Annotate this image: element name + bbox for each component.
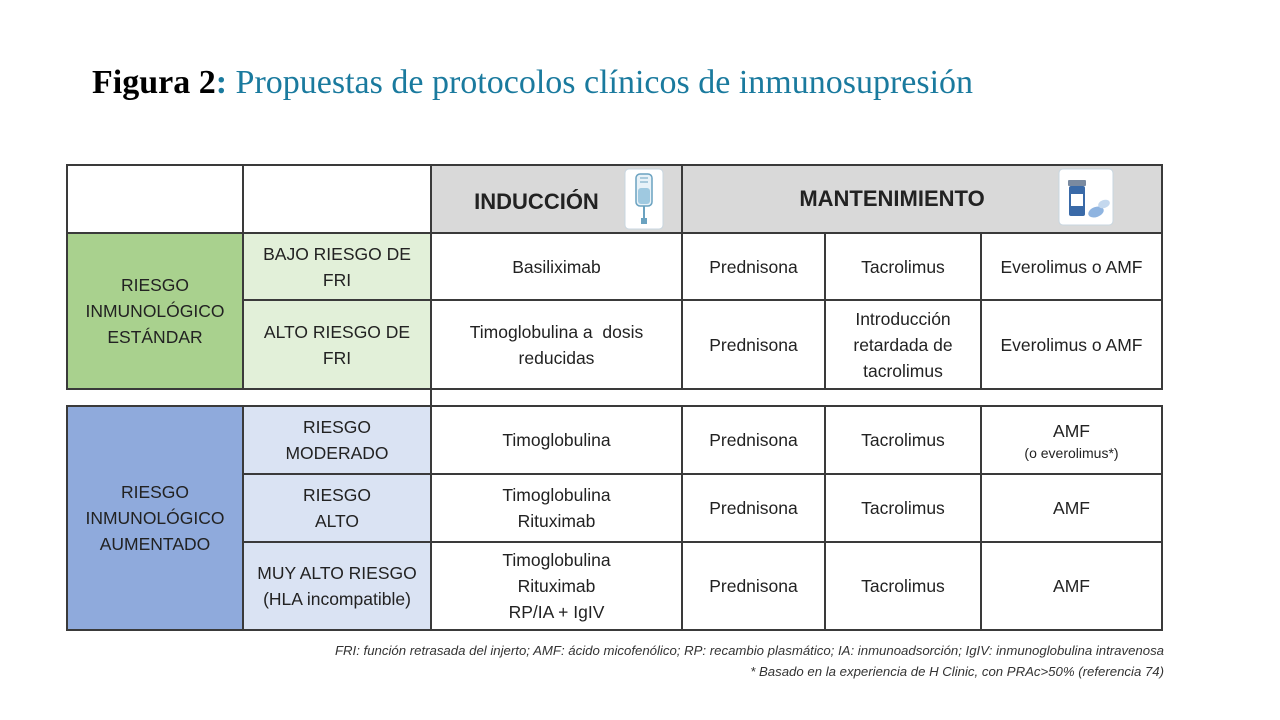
row1-risk-line2: FRI (322, 269, 352, 290)
row3-m3-line1: AMF (1053, 421, 1090, 441)
iv-bag-icon (624, 168, 664, 230)
row1-risk-line1: BAJO RIESGO DE (263, 243, 411, 264)
row3-m1 (681, 405, 826, 475)
row2-m3-line1: Everolimus o AMF (1000, 334, 1143, 355)
row2-risk-line1: ALTO RIESGO DE (263, 321, 411, 342)
row4-induction (430, 473, 683, 543)
row2-m1-line1: Prednisona (709, 334, 798, 355)
row5-m1 (681, 541, 826, 631)
figure-label: Figura 2 (92, 64, 216, 101)
row3-induction (430, 405, 683, 475)
row4-m3 (980, 473, 1163, 543)
row2-m2-line1: Introducción (855, 308, 951, 329)
row5-induction-line1: Timoglobulina (502, 550, 611, 570)
row3-m1-line1: Prednisona (709, 430, 798, 450)
row3-m3-note: (o everolimus*) (1024, 445, 1119, 461)
row4-risk-line2: ALTO (314, 511, 360, 531)
group-increased-line2: INMUNOLÓGICO (85, 508, 225, 528)
row4-risk (242, 473, 432, 543)
row4-m1-line1: Prednisona (709, 498, 798, 518)
group-increased-line3: AUMENTADO (99, 534, 211, 554)
row3-m3 (980, 405, 1163, 475)
row1-m2 (824, 232, 982, 301)
row1-induction (430, 232, 683, 301)
row3-m2-line1: Tacrolimus (861, 430, 945, 450)
row1-m3 (980, 232, 1163, 301)
row2-m2 (824, 299, 982, 390)
group-standard (66, 232, 244, 390)
row3-induction-line1: Timoglobulina (502, 430, 611, 450)
row2-m1 (681, 299, 826, 390)
row4-m2-line1: Tacrolimus (861, 498, 945, 518)
header-empty-1 (66, 164, 244, 234)
row2-m2-line2: retardada de (853, 334, 953, 355)
row5-risk-line1: MUY ALTO RIESGO (257, 563, 417, 583)
header-maintenance-label: MANTENIMIENTO (799, 186, 985, 211)
group-standard-line3: ESTÁNDAR (107, 327, 203, 347)
row5-induction-line3: RP/IA + IgIV (508, 602, 605, 622)
row5-m2 (824, 541, 982, 631)
row4-induction-line2: Rituximab (517, 511, 596, 531)
figure-colon: : (215, 64, 228, 101)
row3-risk (242, 405, 432, 475)
row1-induction-line1: Basiliximab (512, 256, 601, 277)
row2-risk (242, 299, 432, 390)
pill-bottle-icon (1058, 168, 1114, 226)
figure-caption: Propuestas de protocolos clínicos de inmunosupresión (227, 64, 974, 101)
page-title (92, 64, 973, 102)
row5-m3-line1: AMF (1053, 576, 1090, 596)
row4-risk-line1: RIESGO (302, 485, 372, 505)
row1-m2-line1: Tacrolimus (861, 256, 945, 277)
row5-m1-line1: Prednisona (709, 576, 798, 596)
row2-induction (430, 299, 683, 390)
footnote-abbreviations: FRI: función retrasada del injerto; AMF: ácido micofenólico; RP: recambio plasmático; IA: inmunoadsorción; IgIV: inmunoglobulina intravenosa (334, 643, 1164, 658)
row2-m2-line3: tacrolimus (863, 360, 943, 381)
row4-induction-line1: Timoglobulina (502, 485, 611, 505)
row5-risk (242, 541, 432, 631)
row4-m2 (824, 473, 982, 543)
row5-risk-line2: (HLA incompatible) (263, 589, 411, 609)
row3-risk-line1: RIESGO (302, 417, 372, 437)
row1-m1-line1: Prednisona (709, 256, 798, 277)
header-empty-2 (242, 164, 432, 234)
row5-induction (430, 541, 683, 631)
group-increased (66, 405, 244, 631)
row3-risk-line2: MODERADO (285, 443, 389, 463)
row5-m2-line1: Tacrolimus (861, 576, 945, 596)
row1-risk (242, 232, 432, 301)
row2-induction-line1: Timoglobulina a dosis (469, 321, 644, 342)
row4-m1 (681, 473, 826, 543)
footnote-asterisk: * Basado en la experiencia de H Clinic, con PRAc>50% (referencia 74) (750, 664, 1164, 679)
group-standard-line1: RIESGO (120, 275, 190, 295)
row5-m3 (980, 541, 1163, 631)
row2-risk-line2: FRI (322, 347, 352, 368)
row2-m3 (980, 299, 1163, 390)
group-increased-line1: RIESGO (120, 482, 190, 502)
header-induction-label: INDUCCIÓN (474, 189, 599, 214)
row3-m2 (824, 405, 982, 475)
row2-induction-line2: reducidas (518, 347, 595, 368)
row5-induction-line2: Rituximab (517, 576, 596, 596)
row1-m3-line1: Everolimus o AMF (1000, 256, 1143, 277)
row4-m3-line1: AMF (1053, 498, 1090, 518)
row1-m1 (681, 232, 826, 301)
group-standard-line2: INMUNOLÓGICO (85, 301, 225, 321)
